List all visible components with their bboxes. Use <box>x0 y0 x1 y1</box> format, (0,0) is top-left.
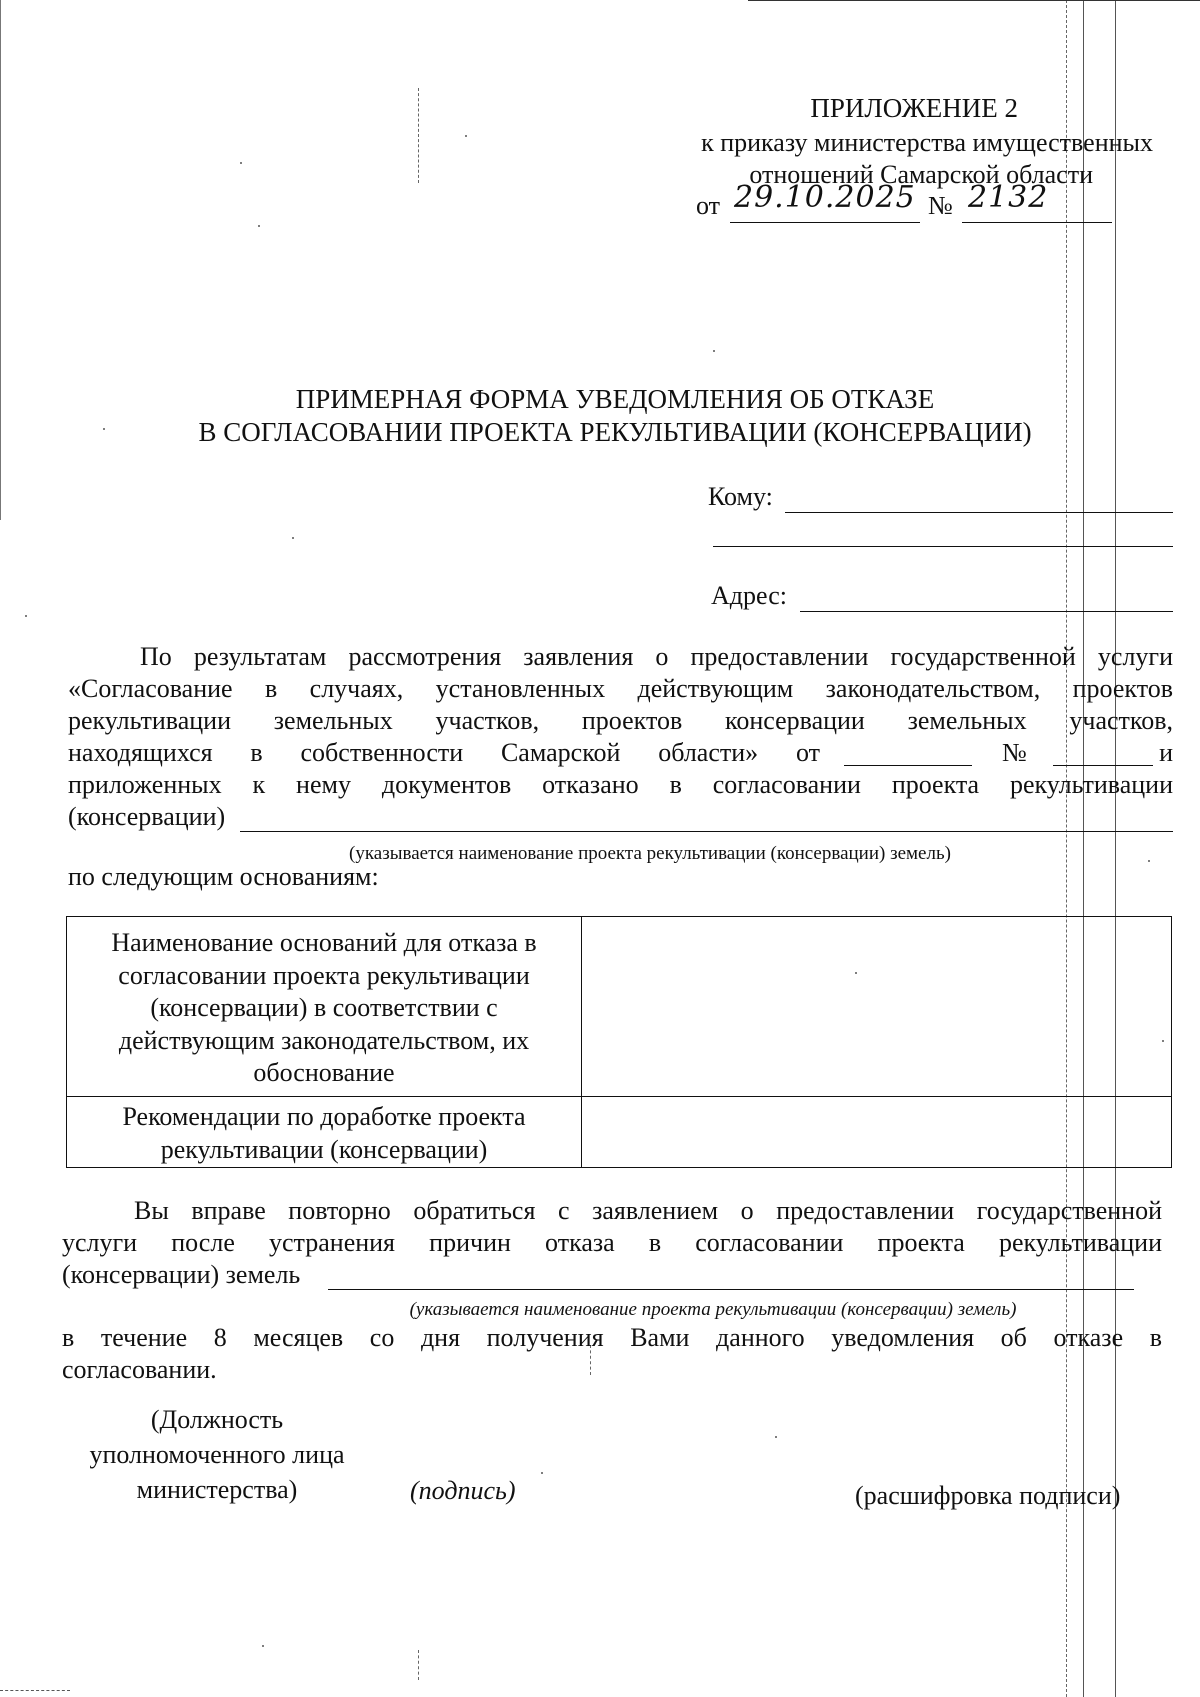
scan-line <box>1083 0 1084 1697</box>
grounds-intro: по следующим основаниям: <box>68 862 379 891</box>
paragraph-line: услуги после устранения причин отказа в согласовании проекта рекультивации <box>62 1228 1162 1257</box>
project-name-hint: (указывается наименование проекта рекультивации (консервации) земель) <box>349 843 951 864</box>
paragraph-line: (консервации) <box>68 801 1173 833</box>
official-position: (Должность уполномоченного лица министерства) <box>89 1405 345 1504</box>
scan-line <box>418 1650 419 1680</box>
paragraph-line: «Согласование в случаях, установленных действующим законодательством, проектов <box>68 674 1173 703</box>
form-title <box>150 383 1080 449</box>
paragraph-line: приложенных к нему документов отказано в согласовании проекта рекультивации <box>68 770 1173 799</box>
recommendations-label-cell: Рекомендации по доработке проекта рекультивации (консервации) <box>67 1097 582 1168</box>
form-title-line: ПРИМЕРНАЯ ФОРМА УВЕДОМЛЕНИЯ ОБ ОТКАЗЕ <box>295 384 935 414</box>
paragraph-line: рекультивации земельных участков, проектов консервации земельных участков, <box>68 706 1173 735</box>
signature-decode-label: (расшифровка подписи) <box>855 1481 1121 1510</box>
scan-line <box>748 0 1200 1</box>
signature-label: (подпись) <box>410 1476 516 1505</box>
application-date-field[interactable] <box>844 739 972 766</box>
application-number-field[interactable] <box>1053 739 1153 766</box>
paragraph-line: По результатам рассмотрения заявления о предоставлении государственной услуги <box>140 642 1173 671</box>
address-label: Адрес: <box>711 581 787 610</box>
recipient-to-field-line2[interactable] <box>713 520 1173 547</box>
table-row <box>67 1097 1172 1168</box>
recipient-to-field[interactable] <box>785 482 1173 513</box>
paragraph-line: Вы вправе повторно обратиться с заявлением о предоставлении государственной <box>134 1196 1162 1225</box>
paragraph-line: в течение 8 месяцев со дня получения Вами данного уведомления об отказе в <box>62 1323 1162 1352</box>
scan-line <box>1066 0 1067 1697</box>
order-reference-line: к приказу министерства имущественных <box>701 128 1153 157</box>
number-label: № <box>928 191 953 220</box>
scan-line <box>0 1690 70 1691</box>
project-name-field[interactable] <box>240 803 1173 832</box>
project-name-hint-2: (указывается наименование проекта рекультивации (консервации) земель) <box>409 1299 1017 1320</box>
order-date-row <box>696 180 1116 228</box>
project-name-field-2[interactable] <box>328 1261 1134 1290</box>
recipient-to-label: Кому: <box>708 482 773 511</box>
grounds-table <box>66 916 1172 1168</box>
table-row <box>67 917 1172 1097</box>
scan-line <box>0 0 1 520</box>
grounds-label-cell: Наименование оснований для отказа в согласовании проекта рекультивации (консервации) в соответствии с действующим законодательством, их обоснование <box>67 917 582 1097</box>
form-title-line: В СОГЛАСОВАНИИ ПРОЕКТА РЕКУЛЬТИВАЦИИ (КОНСЕРВАЦИИ) <box>198 417 1032 447</box>
address-field[interactable] <box>800 581 1173 612</box>
scan-line <box>1115 0 1116 1697</box>
recommendations-value-cell[interactable] <box>582 1097 1172 1168</box>
from-label: от <box>696 191 721 220</box>
paragraph-line: (консервации) земель <box>62 1259 1162 1291</box>
paragraph-line: находящихся в собственности Самарской области» от № и <box>68 738 1173 767</box>
scan-line <box>418 88 419 183</box>
order-reference-line: отношений Самарской области <box>749 160 1093 189</box>
paragraph-refusal <box>68 641 1173 833</box>
paragraph-term <box>62 1322 1162 1386</box>
grounds-value-cell[interactable] <box>582 917 1172 1097</box>
appendix-title: ПРИЛОЖЕНИЕ 2 <box>810 93 1018 123</box>
order-date: 29.10.2025 <box>730 184 920 223</box>
application-number-label: № <box>1002 738 1027 767</box>
paragraph-line: согласовании. <box>62 1355 217 1384</box>
order-number: 2132 <box>962 184 1112 223</box>
paragraph-reapply <box>62 1195 1162 1291</box>
